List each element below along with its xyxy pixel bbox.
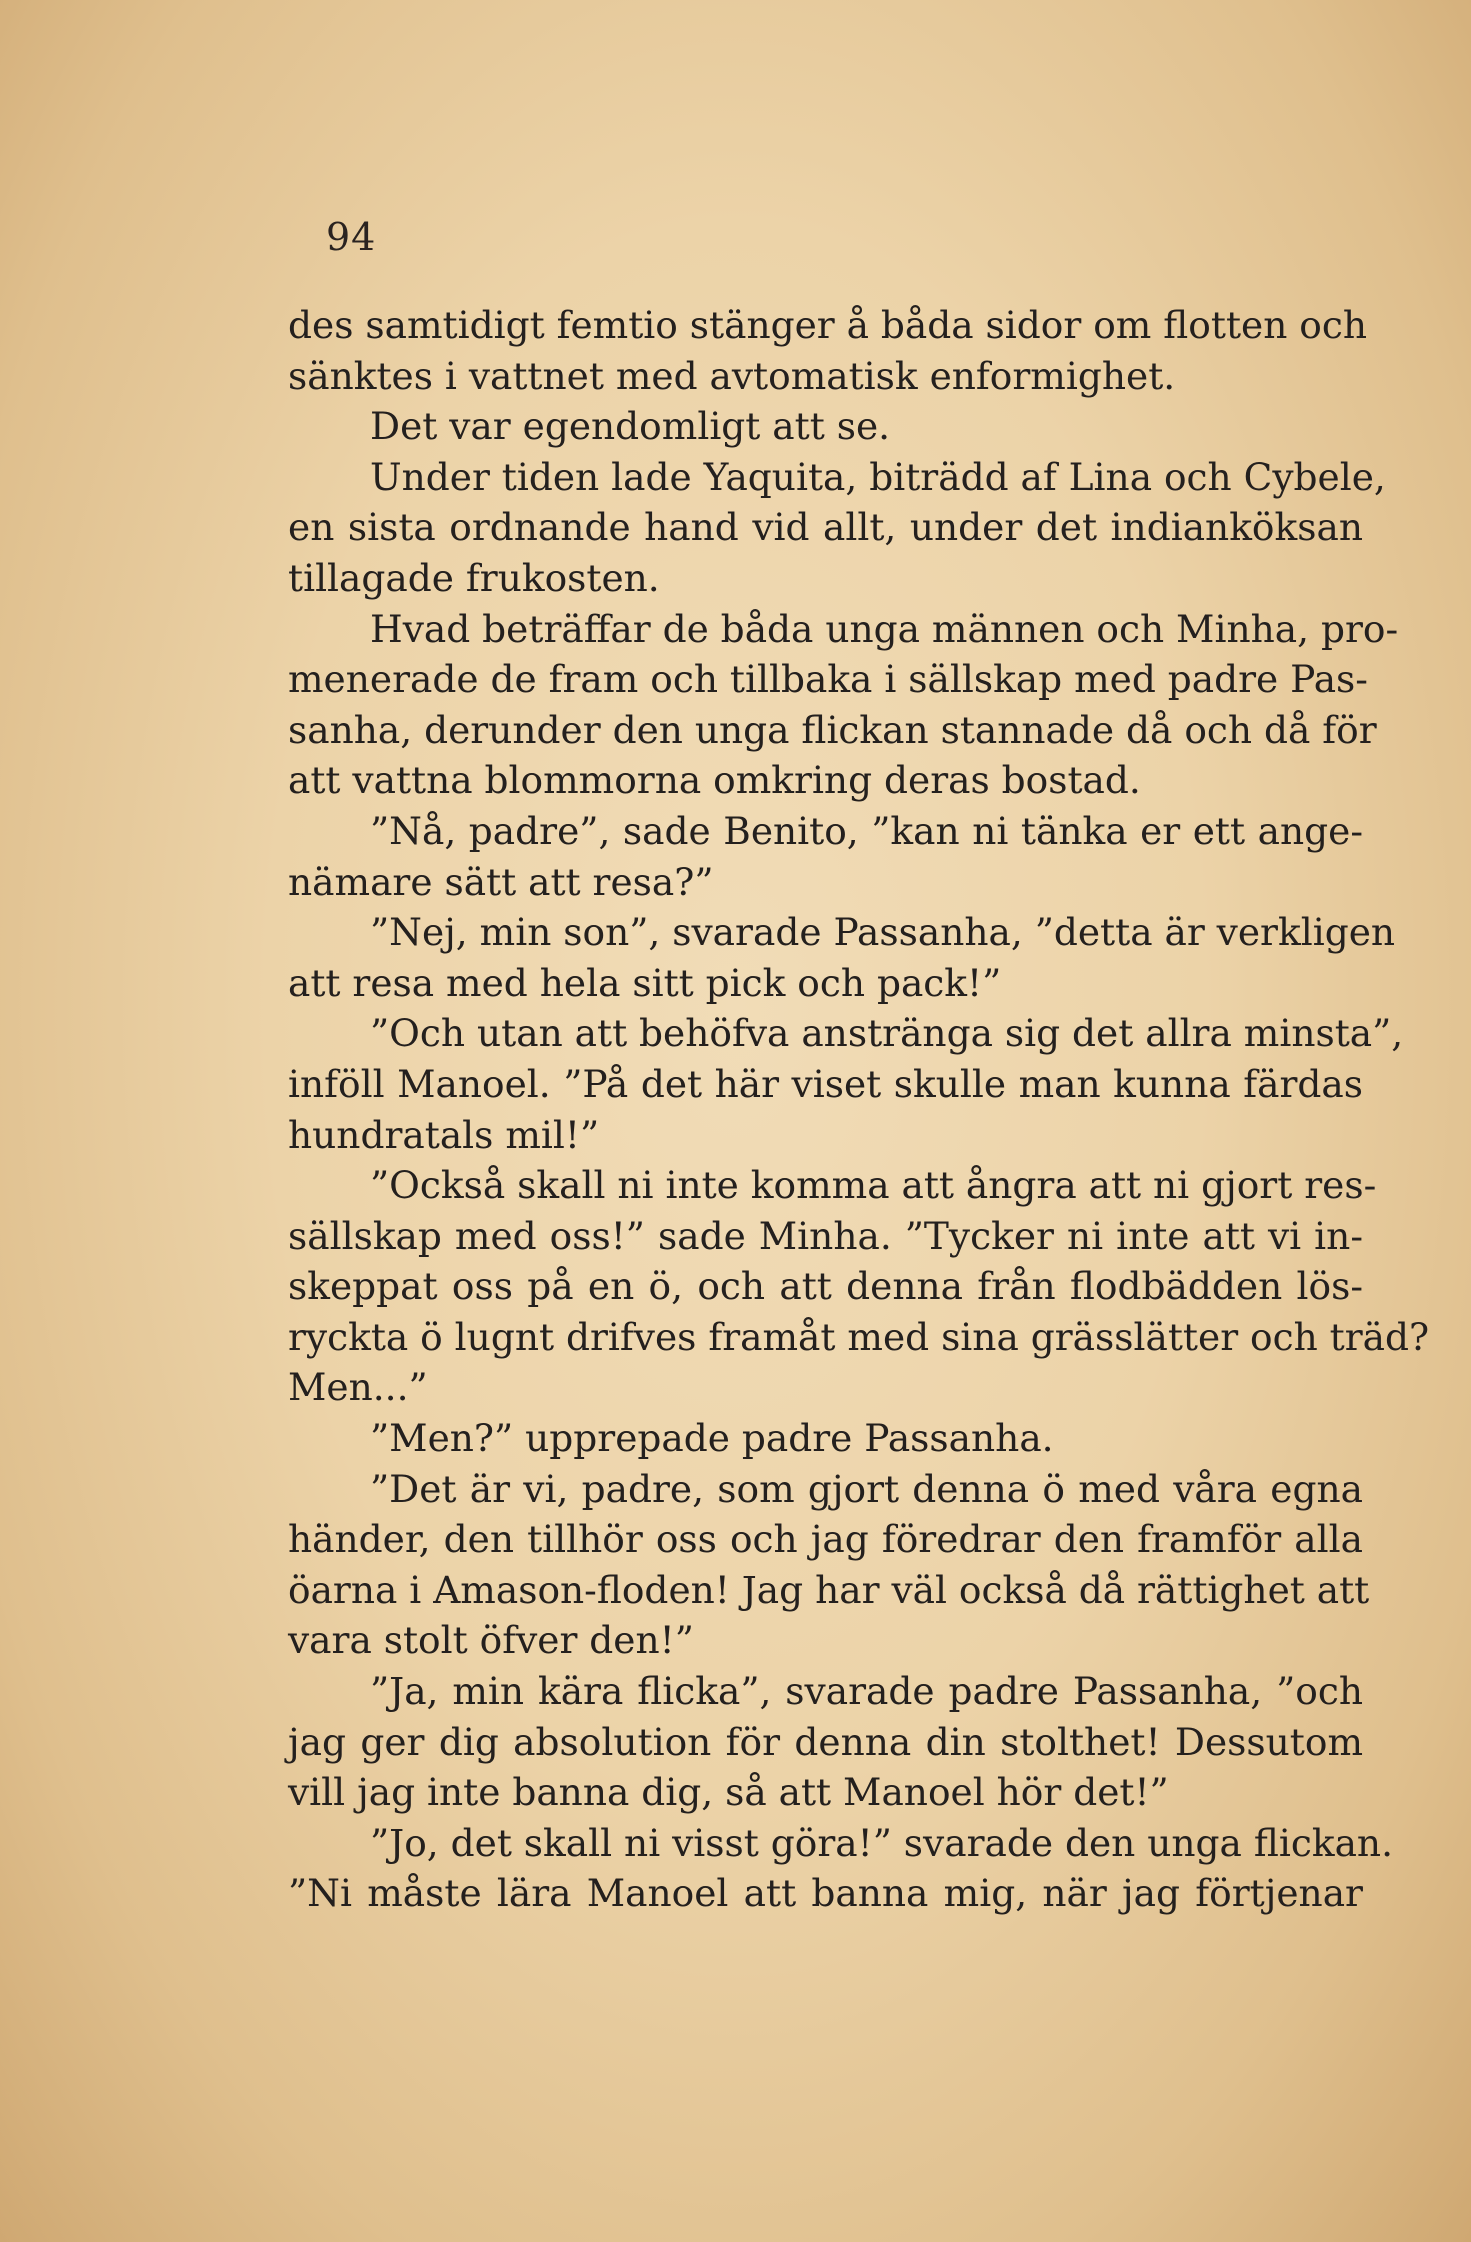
page-number: 94 — [326, 215, 377, 259]
text-line: ”Också skall ni inte komma att ångra att ni gjort res- — [370, 1163, 1377, 1208]
text-line: ”Men?” upprepade padre Passanha. — [370, 1416, 1054, 1461]
text-line: händer, den tillhör oss och jag föredrar den framför alla — [288, 1517, 1363, 1562]
text-line: hundratals mil!” — [288, 1112, 600, 1157]
text-line: tillagade frukosten. — [288, 555, 660, 600]
text-line: ”Och utan att behöfva anstränga sig det allra minsta”, — [370, 1011, 1404, 1056]
text-line: en sista ordnande hand vid allt, under det indianköksan — [288, 505, 1363, 550]
text-line: ”Ni måste lära Manoel att banna mig, när jag förtjenar — [288, 1871, 1363, 1916]
text-line: ”Nej, min son”, svarade Passanha, ”detta är verkligen — [370, 910, 1396, 955]
text-line: skeppat oss på en ö, och att denna från flodbädden lös- — [288, 1264, 1363, 1309]
text-line: att resa med hela sitt pick och pack!” — [288, 960, 1002, 1005]
text-line: ”Jo, det skall ni visst göra!” svarade den unga flickan. — [370, 1820, 1393, 1865]
text-line: des samtidigt femtio stänger å båda sidor om flotten och — [288, 303, 1368, 347]
text-line: jag ger dig absolution för denna din stolthet! Dessutom — [288, 1719, 1363, 1764]
text-line: sanha, derunder den unga flickan stannade då och då för — [288, 707, 1377, 752]
body-text — [288, 300, 1430, 1919]
text-line: vill jag inte banna dig, så att Manoel hör det!” — [288, 1770, 1169, 1815]
text-line: öarna i Amason-floden! Jag har väl också då rättighet att — [288, 1567, 1370, 1612]
text-line: sällskap med oss!” sade Minha. ”Tycker ni inte att vi in- — [288, 1213, 1363, 1258]
text-line: Men...” — [288, 1365, 428, 1410]
text-line: ”Nå, padre”, sade Benito, ”kan ni tänka er ett ange- — [370, 808, 1363, 853]
text-line: ryckta ö lugnt drifves framåt med sina grässlätter och träd? — [288, 1314, 1430, 1359]
text-line: Hvad beträffar de båda unga männen och Minha, pro- — [370, 606, 1399, 651]
text-line: nämare sätt att resa?” — [288, 859, 714, 904]
text-line: menerade de fram och tillbaka i sällskap med padre Pas- — [288, 657, 1368, 702]
text-line: ”Ja, min kära flicka”, svarade padre Passanha, ”och — [370, 1669, 1363, 1714]
text-line: vara stolt öfver den!” — [288, 1618, 694, 1663]
text-line: ”Det är vi, padre, som gjort denna ö med våra egna — [370, 1466, 1363, 1511]
text-line: sänktes i vattnet med avtomatisk enformighet. — [288, 353, 1176, 398]
text-line: att vattna blommorna omkring deras bostad. — [288, 758, 1141, 803]
text-line: Det var egendomligt att se. — [370, 404, 891, 449]
text-line: Under tiden lade Yaquita, biträdd af Lina och Cybele, — [370, 454, 1386, 499]
text-line: inföll Manoel. ”På det här viset skulle man kunna färdas — [288, 1061, 1363, 1106]
